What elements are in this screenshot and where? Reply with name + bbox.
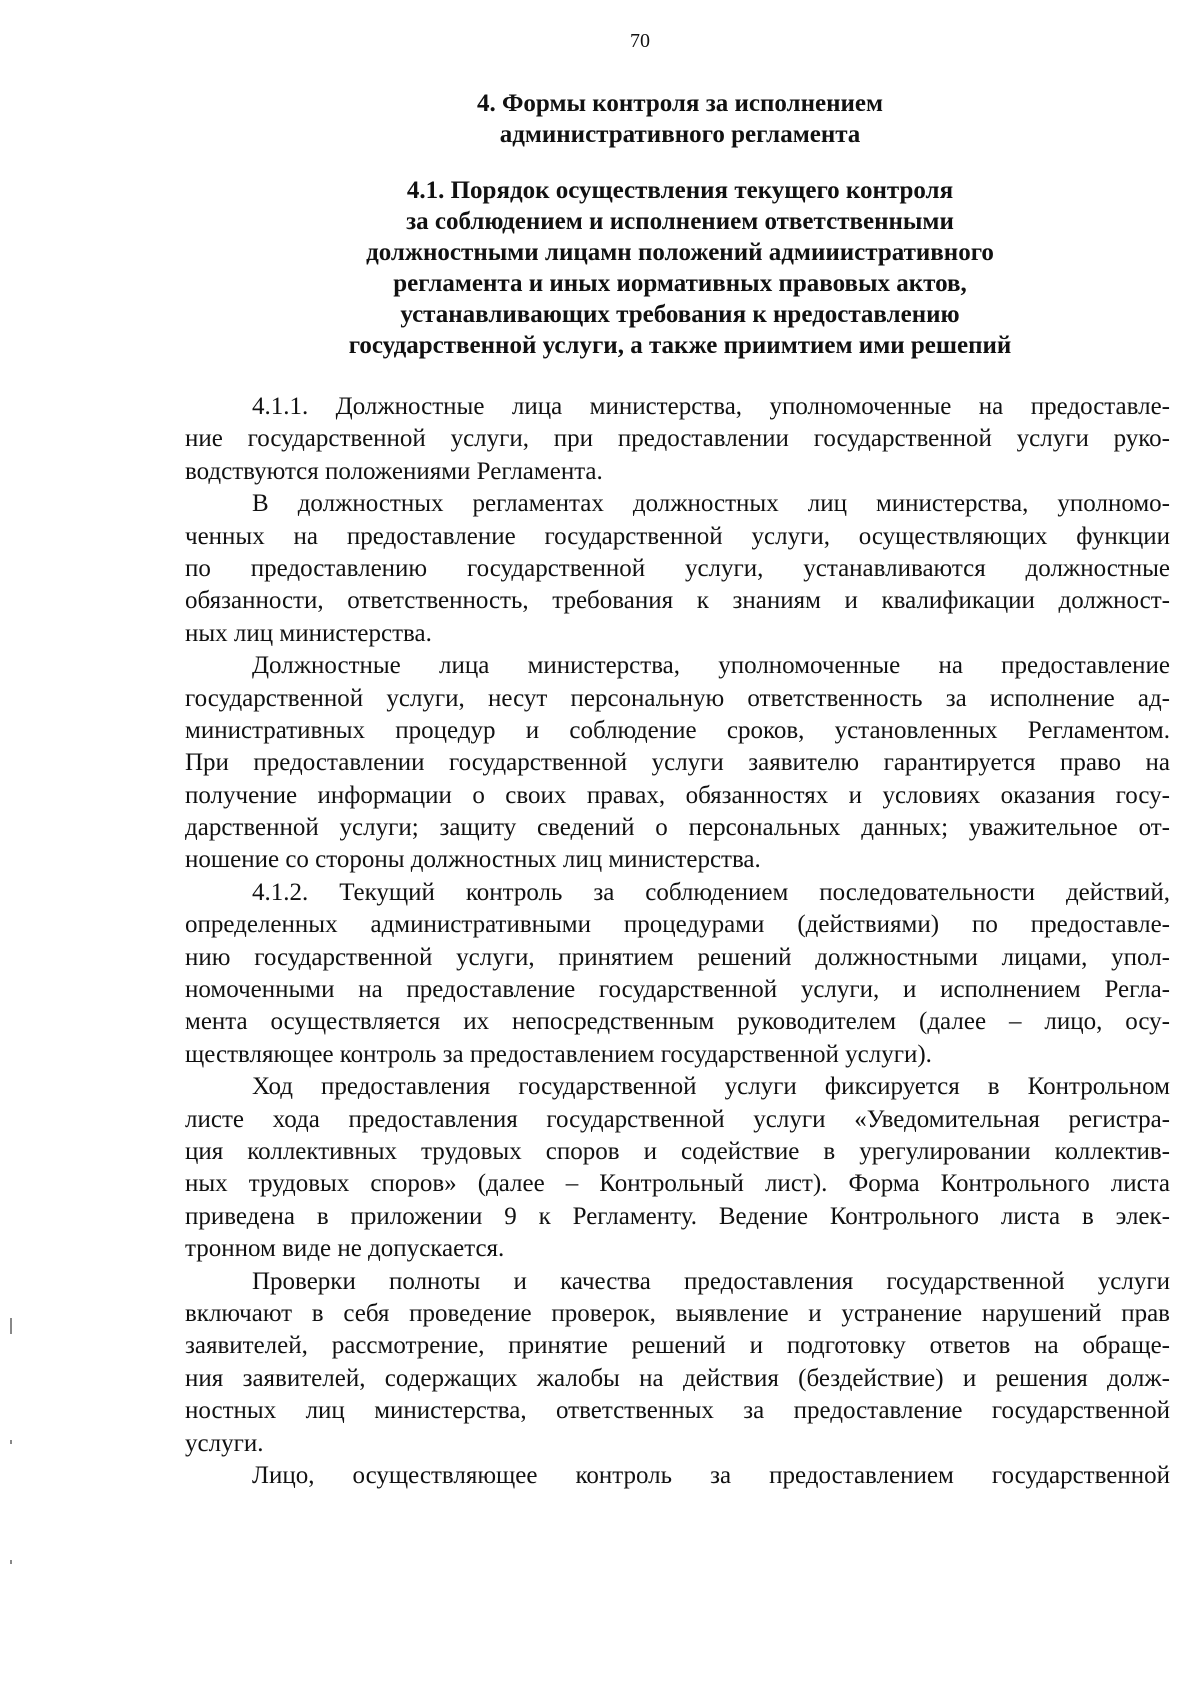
text-line: Проверки полноты и качества предоставления государственной услуги	[252, 1267, 1170, 1295]
text-line: министративных процедур и соблюдение сроков, установленных Регламентом.	[185, 716, 1170, 744]
scan-mark	[10, 1560, 12, 1564]
section-heading	[180, 88, 1180, 150]
text-line: Лицо, осуществляющее контроль за предоставлением государственной	[252, 1461, 1170, 1489]
text-line: ных лиц министерства.	[185, 619, 432, 647]
scan-mark	[10, 1440, 12, 1444]
text-line: приведена в приложении 9 к Регламенту. Ведение Контрольного листа в элек-	[185, 1202, 1170, 1230]
page-number: 70	[630, 30, 650, 52]
text-line: ченных на предоставление государственной услуги, осуществляющих функции	[185, 522, 1170, 550]
text-line: ществляющее контроль за предоставлением государственной услуги).	[185, 1040, 932, 1068]
text-line: водствуются положениями Регламента.	[185, 457, 603, 485]
text-line: 4.1.1. Должностные лица министерства, уполномоченные на предоставле-	[252, 393, 1170, 420]
scan-mark	[10, 1318, 12, 1334]
text-line: получение информации о своих правах, обязанностях и условиях оказания госу-	[185, 781, 1170, 809]
text-line: ние государственной услуги, при предоставлении государственной услуги руко-	[185, 425, 1170, 453]
text-line: В должностных регламентах должностных лиц министерства, уполномо-	[252, 490, 1170, 518]
heading-line: административного регламента	[499, 121, 861, 148]
text-line: включают в себя проведение проверок, выявление и устранение нарушений прав	[185, 1299, 1170, 1327]
text-line: ния заявителей, содержащих жалобы на действия (бездействие) и решения долж-	[185, 1364, 1170, 1392]
text-line: определенных административными процедурами (действиями) по предоставле-	[185, 911, 1170, 939]
text-line: дарственной услуги; защиту сведений о персональных данных; уважительное от-	[185, 814, 1170, 842]
text-line: листе хода предоставления государственной услуги «Уведомительная регистра-	[185, 1105, 1170, 1133]
text-line: по предоставлению государственной услуги, устанавливаются должностные	[185, 554, 1170, 582]
text-line: заявителей, рассмотрение, принятие решений и подготовку ответов на обраще-	[185, 1332, 1170, 1360]
body-text	[185, 391, 1170, 1492]
text-line: ция коллективных трудовых споров и содействие в урегулировании коллектив-	[185, 1137, 1170, 1165]
text-line: ных трудовых споров» (далее – Контрольный лист). Форма Контрольного листа	[185, 1170, 1170, 1198]
text-line: обязанности, ответственность, требования к знаниям и квалификации должност-	[185, 587, 1170, 615]
text-line: 4.1.2. Текущий контроль за соблюдением последовательности действий,	[252, 878, 1170, 906]
heading-line: государственной услуги, а также приимтием ими решепий	[348, 332, 1012, 359]
text-line: Должностные лица министерства, уполномоченные на предоставление	[252, 652, 1170, 680]
text-line: мента осуществляется их непосредственным руководителем (далее – лицо, осу-	[185, 1008, 1170, 1036]
text-line: номоченными на предоставление государственной услуги, и исполнением Регла-	[185, 976, 1170, 1004]
text-line: услуги.	[185, 1429, 264, 1457]
heading-line: 4. Формы контроля за исполнением	[476, 90, 884, 117]
text-line: ностных лиц министерства, ответственных за предоставление государственной	[185, 1397, 1170, 1425]
heading-line: 4.1. Порядок осуществления текущего контроля	[406, 177, 954, 204]
text-line: ношение со стороны должностных лиц министерства.	[185, 846, 761, 874]
heading-line: устанавливающих требования к нредоставлению	[400, 301, 960, 328]
heading-line: регламента и иных иормативных правовых актов,	[393, 270, 967, 297]
text-line: Ход предоставления государственной услуги фиксируется в Контрольном	[252, 1073, 1170, 1101]
text-line: При предоставлении государственной услуги заявителю гарантируется право на	[185, 749, 1170, 777]
heading-line: должностными лицамн положений адмииистративного	[366, 239, 994, 266]
heading-line: за соблюдением и исполнением ответственными	[406, 208, 954, 235]
subsection-heading	[180, 175, 1180, 361]
text-line: государственной услуги, несут персональную ответственность за исполнение ад-	[185, 684, 1170, 712]
text-line: тронном виде не допускается.	[185, 1235, 505, 1263]
text-line: нию государственной услуги, принятием решений должностными лицами, упол-	[185, 943, 1170, 971]
